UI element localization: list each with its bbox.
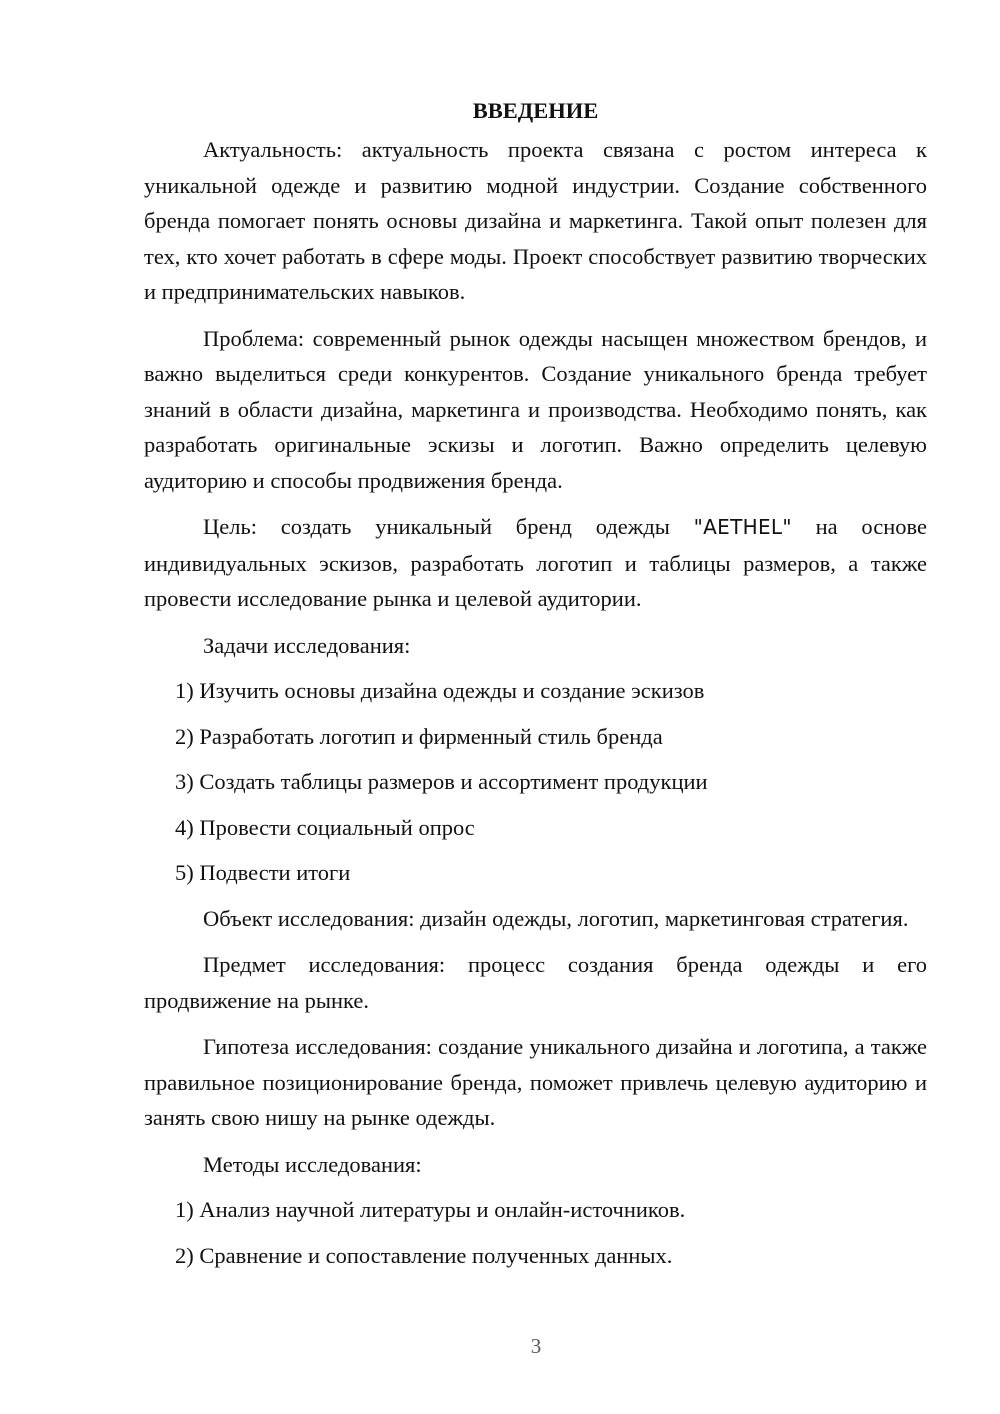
method-item: 2) Сравнение и сопоставление полученных данных.: [175, 1242, 673, 1268]
methods-title: Методы исследования:: [203, 1151, 422, 1177]
relevance-paragraph: Актуальность: актуальность проекта связана с ростом интереса к уникальной одежде и развитию модной индустрии. Создание собственного бренда помогает понять основы дизайна и маркетинга. Такой опыт полезен для тех, кто хочет работать в сфере моды. Проект способствует развитию творческих и предпринимательских навыков.: [144, 137, 927, 304]
method-item: 1) Анализ научной литературы и онлайн-источников.: [175, 1197, 686, 1222]
page-content: [144, 96, 927, 1283]
section-heading: ВВЕДЕНИЕ: [472, 98, 599, 123]
brand-name: "AETHEL": [693, 515, 792, 539]
subject-paragraph: Предмет исследования: процесс создания бренда одежды и его продвижение на рынке.: [144, 952, 927, 1013]
task-item: 1) Изучить основы дизайна одежды и создание эскизов: [175, 678, 705, 703]
task-item: 2) Разработать логотип и фирменный стиль бренда: [175, 723, 663, 749]
task-item: 3) Создать таблицы размеров и ассортимент продукции: [175, 769, 708, 794]
task-item: 4) Провести социальный опрос: [175, 814, 475, 840]
goal-text-start: Цель: создать уникальный бренд одежды: [203, 514, 694, 539]
task-item: 5) Подвести итоги: [175, 860, 351, 885]
problem-paragraph: Проблема: современный рынок одежды насыщен множеством брендов, и важно выделиться среди конкурентов. Создание уникального бренда требует знаний в области дизайна, маркетинга и производства. Необходимо понять, как разработать оригинальные эскизы и логотип. Важно определить целевую аудиторию и способы продвижения бренда.: [144, 325, 927, 493]
goal-text-end: на основе индивидуальных эскизов, разработать логотип и таблицы размеров, а также провести исследование рынка и целевой аудитории.: [144, 514, 927, 611]
page-number: 3: [530, 1334, 542, 1358]
tasks-title: Задачи исследования:: [203, 632, 411, 658]
hypothesis-paragraph: Гипотеза исследования: создание уникального дизайна и логотипа, а также правильное позиционирование бренда, поможет привлечь целевую аудиторию и занять свою нишу на рынке одежды.: [144, 1034, 927, 1130]
object-paragraph: Объект исследования: дизайн одежды, логотип, маркетинговая стратегия.: [203, 905, 909, 931]
goal-paragraph: [144, 509, 927, 617]
